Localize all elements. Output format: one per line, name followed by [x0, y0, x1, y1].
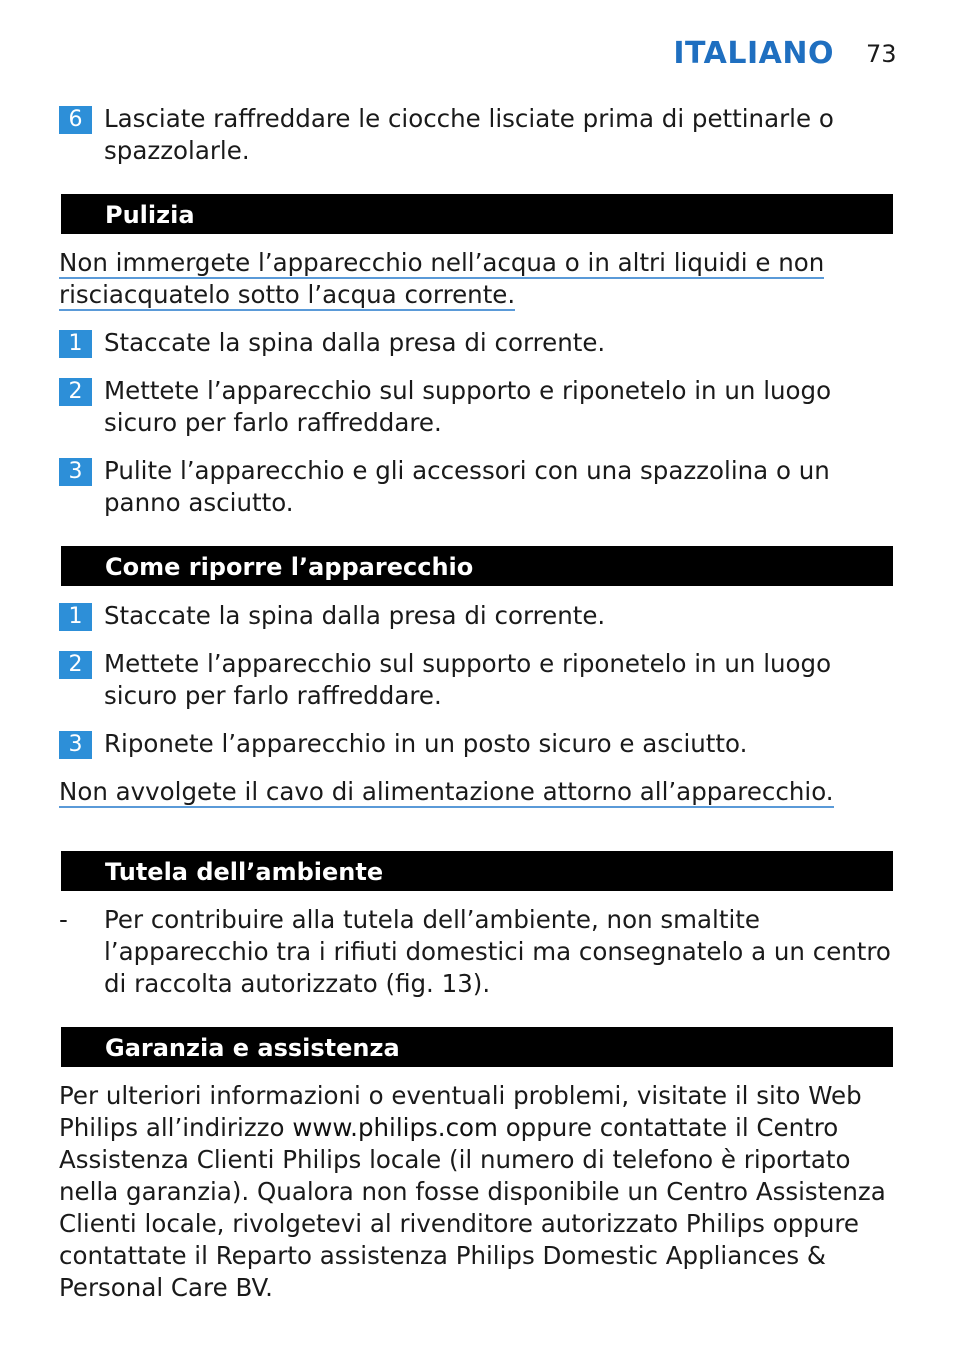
step-text: Pulite l’apparecchio e gli accessori con una spazzolina o un panno asciutto. — [104, 456, 830, 517]
step-number-badge: 1 — [59, 603, 92, 631]
section-header-pulizia — [61, 194, 893, 234]
item-text: Per contribuire alla tutela dell’ambiente, non smaltite l’apparecchio tra i rifiuti domestici ma consegnatelo a un centro di raccolta autorizzato (fig. 13). — [104, 905, 891, 998]
riporre-step-3 — [59, 728, 893, 760]
section-header-riporre — [61, 546, 893, 586]
ambiente-item — [59, 904, 893, 1000]
pulizia-step-3 — [59, 455, 893, 519]
page-number: 73 — [866, 40, 897, 68]
pulizia-step-2 — [59, 375, 893, 439]
step-number-badge: 2 — [59, 378, 92, 406]
garanzia-paragraph — [59, 1080, 893, 1304]
warning-pulizia — [59, 247, 899, 311]
section-header-ambiente — [61, 851, 893, 891]
step-text: Staccate la spina dalla presa di corrente. — [104, 328, 606, 357]
step-number-badge: 3 — [59, 731, 92, 759]
section-title: Tutela dell’ambiente — [105, 858, 384, 886]
warning-text: Non immergete l’apparecchio nell’acqua o in altri liquidi e non risciacquatelo sotto l’acqua corrente. — [59, 248, 825, 309]
step-6 — [59, 103, 893, 167]
step-number-badge: 3 — [59, 458, 92, 486]
riporre-step-2 — [59, 648, 893, 712]
pulizia-step-1 — [59, 327, 893, 359]
step-text: Mettete l’apparecchio sul supporto e riponetelo in un luogo sicuro per farlo raffreddare. — [104, 376, 832, 437]
step-text: Riponete l’apparecchio in un posto sicuro e asciutto. — [104, 729, 748, 758]
step-number-badge: 1 — [59, 330, 92, 358]
section-title: Come riporre l’apparecchio — [105, 553, 474, 581]
step-number-badge: 2 — [59, 651, 92, 679]
paragraph-text: oppure contattate il Centro Assistenza Clienti Philips locale (il numero di telefono è riportato nella garanzia). Qualora non fosse disponibile un Centro Assistenza Clienti locale, rivolgetevi al rivenditore autorizzato Philips oppure contattate il Reparto assistenza Philips Domestic Appliances & Personal Care BV. — [59, 1113, 886, 1302]
philips-website-link[interactable]: www.philips.com — [292, 1113, 498, 1142]
section-title: Garanzia e assistenza — [105, 1034, 400, 1062]
riporre-step-1 — [59, 600, 893, 632]
language-label: ITALIANO — [673, 36, 834, 71]
warning-riporre — [59, 776, 899, 808]
section-title: Pulizia — [105, 201, 195, 229]
paragraph-text: Per ulteriori informazioni o eventuali problemi, visitate il sito Web Philips all’indirizzo — [59, 1081, 862, 1142]
step-text: Mettete l’apparecchio sul supporto e riponetelo in un luogo sicuro per farlo raffreddare. — [104, 649, 832, 710]
step-number-badge: 6 — [59, 106, 92, 134]
warning-text: Non avvolgete il cavo di alimentazione attorno all’apparecchio. — [59, 777, 834, 806]
dash-bullet: - — [59, 905, 68, 934]
step-text: Staccate la spina dalla presa di corrente. — [104, 601, 606, 630]
section-header-garanzia — [61, 1027, 893, 1067]
step-text: Lasciate raffreddare le ciocche lisciate prima di pettinarle o spazzolarle. — [104, 104, 834, 165]
